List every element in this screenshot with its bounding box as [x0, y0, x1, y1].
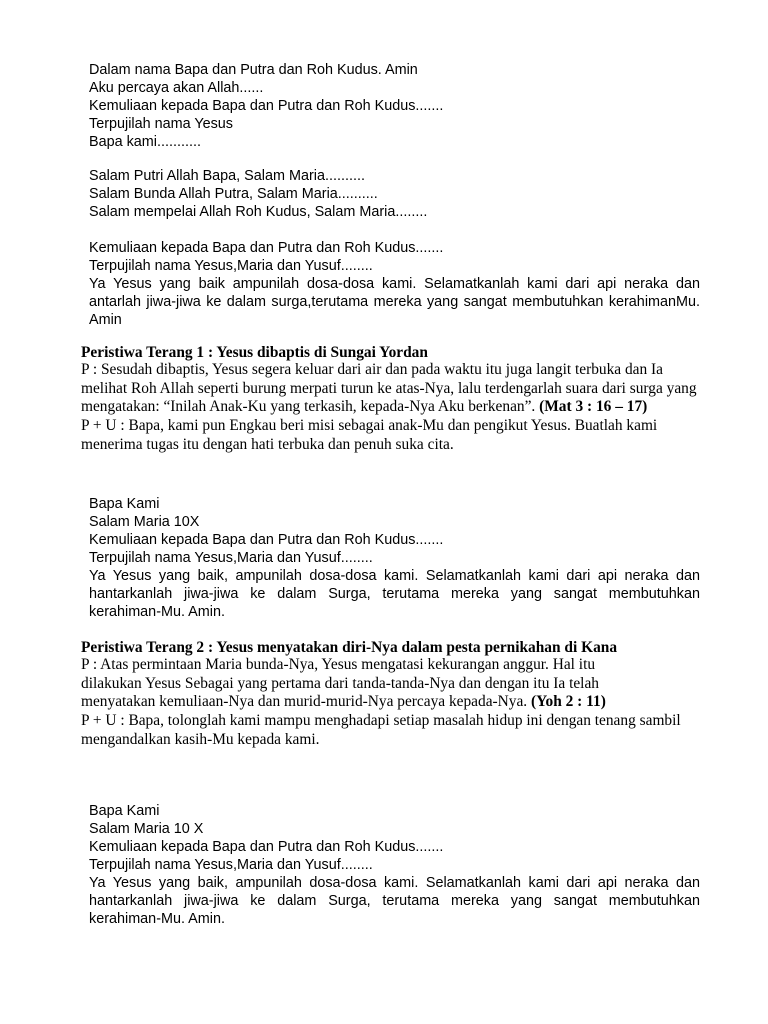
opening-line: Bapa kami........... [89, 134, 201, 150]
opening-line: Dalam nama Bapa dan Putra dan Roh Kudus. Amin [89, 62, 418, 78]
mystery-2-response: P + U : Bapa, tolonglah kami mampu menghadapi setiap masalah hidup ini dengan tenang sambil mengandalkan kasih-Mu kepada kami. [81, 712, 681, 748]
praise-line: Terpujilah nama Yesus,Maria dan Yusuf........ [89, 857, 373, 873]
mystery-1-title: Peristiwa Terang 1 : Yesus dibaptis di Sungai Yordan [81, 344, 428, 361]
salam-line: Salam mempelai Allah Roh Kudus, Salam Maria........ [89, 204, 428, 220]
mystery-2-section [81, 639, 700, 750]
salam-line: Salam Putri Allah Bapa, Salam Maria.......... [89, 168, 365, 184]
mystery-2-reading-line: dilakukan Yesus Sebagai yang pertama dari tanda-tanda-Nya dan dengan itu Ia telah [81, 674, 599, 692]
opening-line: Kemuliaan kepada Bapa dan Putra dan Roh Kudus....... [89, 98, 444, 114]
opening-prayers [89, 61, 700, 151]
mystery-2-reading-line: P : Atas permintaan Maria bunda-Nya, Yesus mengatasi kekurangan anggur. Hal itu [81, 656, 596, 673]
mystery-2-reference: (Yoh 2 : 11) [531, 693, 606, 711]
doxology-intro [89, 239, 700, 329]
mystery-1-section [81, 344, 700, 455]
salam-prayers [89, 167, 700, 221]
glory-be-line: Kemuliaan kepada Bapa dan Putra dan Roh Kudus....... [89, 532, 444, 548]
mystery-1-response: P + U : Bapa, kami pun Engkau beri misi sebagai anak-Mu dan pengikut Yesus. Buatlah kami menerima tugas itu dengan hati terbuka dan penuh suka cita. [81, 417, 658, 453]
salam-line: Salam Bunda Allah Putra, Salam Maria.......... [89, 186, 378, 202]
our-father-line: Bapa Kami [89, 496, 160, 512]
mystery-2-reading-last [81, 693, 700, 712]
glory-be-line: Kemuliaan kepada Bapa dan Putra dan Roh Kudus....... [89, 839, 444, 855]
mystery-2-reading [81, 656, 700, 712]
mystery-2-title: Peristiwa Terang 2 : Yesus menyatakan diri-Nya dalam pesta pernikahan di Kana [81, 639, 618, 656]
fatima-prayer: Ya Yesus yang baik, ampunilah dosa-dosa kami. Selamatkanlah kami dari api neraka dan hantarkanlah jiwa-jiwa ke dalam Surga, terutama mereka yang sangat membutuhkan kerahiman-Mu. Amin. [89, 875, 700, 927]
opening-line: Terpujilah nama Yesus [89, 116, 234, 132]
fatima-prayer: Ya Yesus yang baik ampunilah dosa-dosa kami. Selamatkanlah kami dari api neraka dan antarlah jiwa-jiwa ke dalam surga,terutama mereka yang sangat membutuhkan kerahimanMu. Amin [89, 276, 700, 328]
fatima-prayer: Ya Yesus yang baik, ampunilah dosa-dosa kami. Selamatkanlah kami dari api neraka dan hantarkanlah jiwa-jiwa ke dalam Surga, terutama mereka yang sangat membutuhkan kerahiman-Mu. Amin. [89, 568, 700, 620]
decade-1-prayers [89, 495, 700, 621]
hail-mary-line: Salam Maria 10 X [89, 821, 204, 837]
mystery-1-reading-text: P : Sesudah dibaptis, Yesus segera keluar dari air dan pada waktu itu juga langit terbuka dan Ia melihat Roh Allah seperti burung merpati turun ke atas-Nya, lalu terdengarlah suara dari surga yang mengatakan: “Inilah Anak-Ku yang terkasih, kepada-Nya Aku berkenan”. [81, 361, 697, 416]
glory-be-line: Kemuliaan kepada Bapa dan Putra dan Roh Kudus....... [89, 240, 444, 256]
our-father-line: Bapa Kami [89, 803, 160, 819]
praise-line: Terpujilah nama Yesus,Maria dan Yusuf........ [89, 550, 373, 566]
mystery-1-reading [81, 361, 700, 417]
mystery-1-reference: (Mat 3 : 16 – 17) [539, 398, 648, 416]
praise-line: Terpujilah nama Yesus,Maria dan Yusuf........ [89, 258, 373, 274]
hail-mary-line: Salam Maria 10X [89, 514, 200, 530]
opening-line: Aku percaya akan Allah...... [89, 80, 264, 96]
decade-2-prayers [89, 802, 700, 928]
mystery-2-reading-line: menyatakan kemuliaan-Nya dan murid-murid-Nya percaya kepada-Nya. [81, 693, 528, 711]
